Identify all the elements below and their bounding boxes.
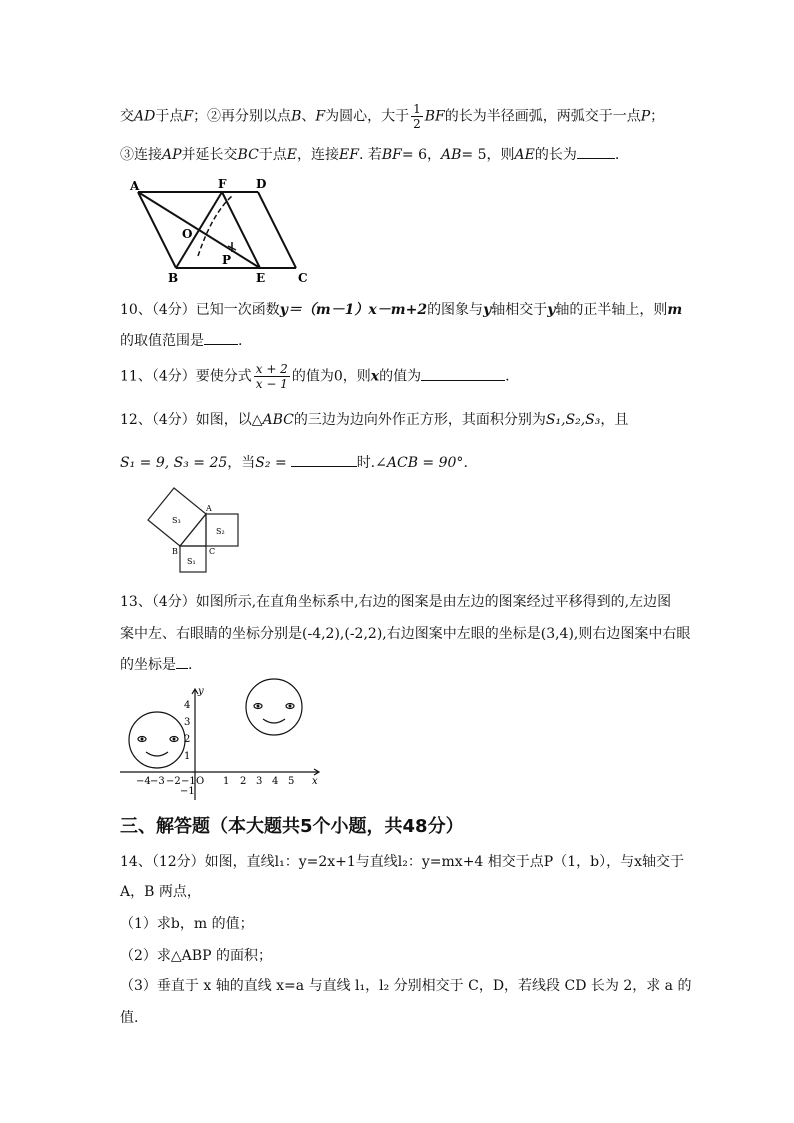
q10-line-2 [120,330,242,351]
q9-var: AP [162,147,182,163]
q14-line-3: （1）求b，m 的值； [120,916,254,932]
q9-var: E [286,147,298,163]
q14-line-5: （3）垂直于 x 轴的直线 x=a 与直线 l₁，l₂ 分别相交于 C，D，若线段 CD 长为 2，求 a 的 [120,978,692,994]
q13-text: 的坐标是 [120,657,176,673]
label-C: C [209,547,216,556]
q11-text: 的值为0，则 [291,368,371,385]
left-face [129,712,185,768]
eye-pupil [289,705,292,708]
label-A: A [130,179,140,193]
q9-line-2 [120,144,619,165]
ytick: 3 [184,717,191,728]
ytick: 4 [184,700,191,711]
q12-text: ，且 [600,412,629,428]
q9-text: 于点 [155,108,184,125]
fraction-denominator: 2 [413,117,421,131]
y-axis-arrow [192,689,198,694]
q9-text: 并延长交 [181,147,238,163]
q11-text: 11、（4分）要使分式 [120,368,252,385]
answer-blank [291,452,357,467]
q12-areas: S₁,S₂,S₃ [545,412,601,428]
eye-pupil [257,705,260,708]
answer-blank [421,366,505,381]
q9-var: F [183,108,194,125]
q12-line-2 [120,452,468,473]
label-C: C [298,271,308,285]
q9-var: EF [339,147,359,163]
q11-var: x [370,368,380,385]
q12-angle: ∠ACB = 90° [375,455,464,471]
q10-text: 的图象与 [427,302,484,318]
left-face-right-eye [170,737,178,742]
q13-line-3 [120,654,192,675]
q9-var: AD [134,108,156,125]
square-S1 [180,546,206,572]
q12-given: S₁ = 9, S₃ = 25 [120,455,228,471]
eye-pupil [141,738,144,741]
answer-blank [577,144,615,159]
q10-var: y [547,302,556,318]
xtick: 5 [288,776,295,787]
q9-var: F [315,108,326,125]
q9-text: ③连接 [120,147,162,163]
q10-function: y＝（m－1）x－m+2 [279,302,428,318]
q9-line-1 [120,102,664,131]
q9-text: 于点 [258,147,287,163]
arc-dashed [198,196,232,256]
label-S1: S₁ [187,557,196,566]
q9-var: BC [237,147,259,163]
q10-text: 10、（4分）已知一次函数 [120,302,280,318]
right-face-mouth [263,719,285,723]
q9-text: 的长为半径画弧，两弧交于一点 [444,108,641,125]
q9-text: = 5，则 [461,147,515,163]
q9-fraction [411,102,423,131]
label-B: B [172,547,178,556]
label-E: E [256,271,266,285]
q12-text: . [463,455,468,471]
right-face-left-eye [254,704,262,709]
q9-text: = 6， [401,147,441,163]
q9-text: 的长为 [534,147,577,163]
arc-cross-mark [228,242,236,252]
label-F: F [218,177,227,191]
xtick: 4 [272,776,279,787]
axis-label-x: x [312,776,318,787]
segment-AE [138,192,260,268]
q12-text: ，当 [227,455,256,471]
q11-text: 的值为 [379,368,422,385]
square-S2 [206,514,238,546]
xtick: 2 [240,776,247,787]
q10-text: 的取值范围是 [120,333,204,349]
xtick: −3 [150,776,165,787]
q9-var: P [640,108,651,125]
q12-line-1 [120,410,628,430]
label-D: D [256,177,267,191]
label-S3: S₃ [172,516,181,525]
label-S2: S₂ [216,527,225,536]
answer-blank [176,654,188,669]
segment-DC [258,192,296,268]
q9-text: ，连接 [297,147,340,163]
q14-line-2: A，B 两点， [120,884,201,900]
q9-text: . [614,147,620,163]
q13-line-2: 案中左、右眼睛的坐标分别是(-4,2),(-2,2),右边图案中左眼的坐标是(3,4),则右边图案中右眼 [120,626,691,642]
q9-text: ；②再分别以点 [193,108,292,125]
xtick: 1 [223,776,230,787]
q9-var: B [291,108,302,125]
right-face-right-eye [286,704,294,709]
label-O: O [182,227,193,241]
q9-var: AB [440,147,462,163]
q13-line-1: 13、（4分）如图所示,在直角坐标系中,右边的图案是由左边的图案经过平移得到的,左边图 [120,594,672,610]
q11-fraction [254,362,290,391]
q10-text: 轴相交于 [491,302,548,318]
segment-FE [222,192,260,268]
q12-s2: S₂ = [255,455,287,471]
axis-label-y: y [198,686,204,697]
ytick: 1 [184,751,191,762]
q9-var: BF [424,108,445,125]
label-A: A [206,504,212,513]
q14-line-6: 值. [120,1010,139,1026]
fraction-denominator: x − 1 [255,377,288,391]
q9-text: . 若 [358,147,382,163]
eye-pupil [173,738,176,741]
q9-var: AE [514,147,535,163]
segment-BF [176,192,222,268]
x-axis-arrow [314,769,319,775]
q9-text: 为圆心，大于 [325,108,410,125]
fraction-numerator: x + 2 [255,362,288,376]
label-B: B [168,271,179,285]
q14-line-4: （2）求△ABP 的面积； [120,948,272,964]
q12-text: 时. [356,455,376,471]
xtick: −2 [166,776,181,787]
xtick: 3 [256,776,263,787]
q11-line [120,362,510,391]
q14-line-1: 14、（12分）如图，直线l₁：y=2x+1与直线l₂：y=mx+4 相交于点P（1，b），与x轴交于 [120,854,684,870]
q10-var: m [667,302,683,318]
triangle-ABC [180,514,206,546]
q12-text: 12、（4分）如图，以 [120,412,252,428]
square-S3 [148,488,206,546]
q9-var: BF [381,147,402,163]
q10-text: 轴的正半轴上，则 [555,302,668,318]
q10-text: . [238,333,243,349]
xtick: −1 [181,776,196,787]
left-face-left-eye [138,737,146,742]
origin-label: O [196,776,205,787]
xtick: −4 [136,776,151,787]
ytick: 2 [184,734,191,745]
right-face [246,679,302,735]
segment-AB [138,192,176,268]
q9-text: 、 [301,108,316,125]
q12-text: 的三边为边向外作正方形，其面积分别为 [293,412,546,428]
ytick-negative: −1 [180,786,195,797]
left-face-mouth [146,752,168,756]
answer-blank [204,330,238,345]
q12-triangle: △ABC [251,412,294,428]
q9-text: 交 [120,108,134,125]
label-P: P [222,253,232,267]
q10-var: y [483,302,492,318]
fraction-numerator: 1 [413,102,421,116]
q9-text: ； [650,108,665,125]
q11-text: . [505,368,510,385]
q10-line-1 [120,300,682,320]
section-heading: 三、解答题（本大题共5个小题，共48分） [120,816,464,837]
q13-text: . [188,657,193,673]
